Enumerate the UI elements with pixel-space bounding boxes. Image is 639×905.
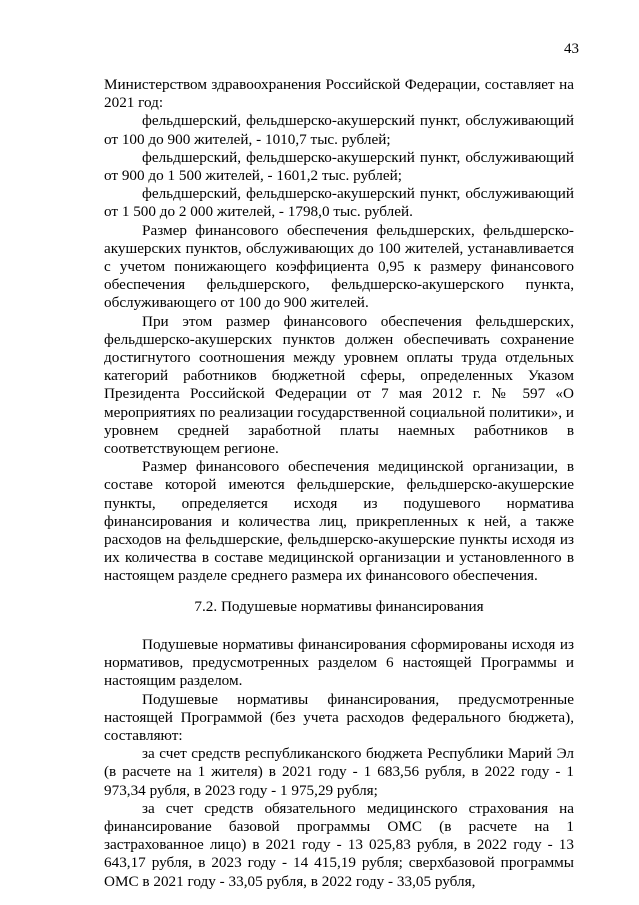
paragraph-republican-budget: за счет средств республиканского бюджета Республики Марий Эл (в расчете на 1 жителя) в 2021 году - 1 683,56 рубля, в 2022 году - 1 973,34 рубля, в 2023 году - 1 975,29 рубля; xyxy=(104,745,574,799)
document-body xyxy=(104,76,574,891)
paragraph-per-capita-amounts: Подушевые нормативы финансирования, предусмотренные настоящей Программой (без учета расходов федерального бюджета), составляют: xyxy=(104,690,574,744)
paragraph-wage-ratio: При этом размер финансового обеспечения фельдшерских, фельдшерско-акушерских пунктов должен обеспечивать сохранение достигнутого соотношения между уровнем оплаты труда отдельных категорий работников бюджетной сферы, определенных Указом Президента Российской Федерации от 7 мая 2012 г. № 597 «О мероприятиях по реализации государственной социальной политики», и уровнем средней заработной платы наемных работников в соответствующем регионе. xyxy=(104,312,574,458)
paragraph-fap-900-1500: фельдшерский, фельдшерско-акушерский пункт, обслуживающий от 900 до 1 500 жителей, - 1601,2 тыс. рублей; xyxy=(104,148,574,185)
paragraph-continuation: Министерством здравоохранения Российской Федерации, составляет на 2021 год: xyxy=(104,76,574,112)
paragraph-oms-funding: за счет средств обязательного медицинского страхования на финансирование базовой программы ОМС (в расчете на 1 застрахованное лицо) в 2021 году - 13 025,83 рубля, в 2022 году - 13 643,17 рубля, в 2023 году - 14 415,19 рубля; сверхбазовой программы ОМС в 2021 году - 33,05 рубля, в 2022 году - 33,05 рубля, xyxy=(104,799,574,890)
paragraph-fap-under-100: Размер финансового обеспечения фельдшерских, фельдшерско-акушерских пунктов, обслуживающих до 100 жителей, устанавливается с учетом понижающего коэффициента 0,95 к размеру финансового обеспечения фельдшерского, фельдшерско-акушерского пункта, обслуживающего от 100 до 900 жителей. xyxy=(104,221,574,312)
paragraph-per-capita-intro: Подушевые нормативы финансирования сформированы исходя из нормативов, предусмотренных разделом 6 настоящей Программы и настоящим разделом. xyxy=(104,635,574,690)
paragraph-organization-funding: Размер финансового обеспечения медицинской организации, в составе которой имеются фельдшерские, фельдшерско-акушерские пункты, определяется исходя из подушевого норматива финансирования и количества лиц, прикрепленных к ней, а также расходов на фельдшерские, фельдшерско-акушерские пункты исходя из их количества в составе медицинской организации и установленного в настоящем разделе среднего размера их финансового обеспечения. xyxy=(104,458,574,585)
section-heading: 7.2. Подушевые нормативы финансирования xyxy=(194,597,484,615)
page-number: 43 xyxy=(564,41,579,57)
paragraph-fap-1500-2000: фельдшерский, фельдшерско-акушерский пункт, обслуживающий от 1 500 до 2 000 жителей, - 1798,0 тыс. рублей. xyxy=(104,185,574,221)
paragraph-fap-100-900: фельдшерский, фельдшерско-акушерский пункт, обслуживающий от 100 до 900 жителей, - 1010,7 тыс. рублей; xyxy=(104,112,574,148)
